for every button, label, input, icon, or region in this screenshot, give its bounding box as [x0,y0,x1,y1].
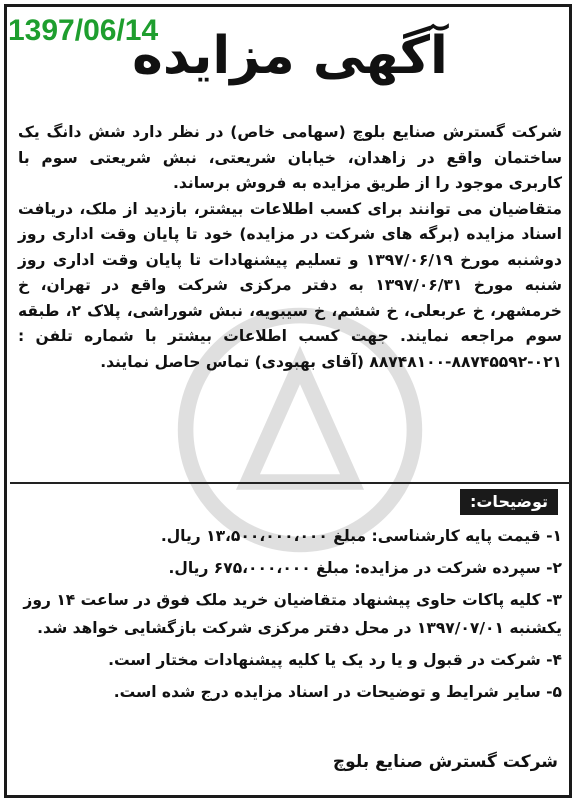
divider [10,482,570,484]
note-item: ۳- کلیه پاکات حاوی پیشنهاد متقاضیان خرید ملک فوق در ساعت ۱۴ روز یکشنبه ۱۳۹۷/۰۷/۰۱ در محل دفتر مرکزی شرکت بازگشایی خواهد شد. [23,591,562,637]
note-item: ۱- قیمت پایه کارشناسی: مبلغ ۱۳،۵۰۰،۰۰۰،۰۰۰ ریال. [160,527,562,545]
ad-title: آگهی مزایده [132,26,448,86]
date-stamp: 1397/06/14 [8,14,159,47]
notes-list [18,522,562,710]
paragraph-details: متقاضیان می توانند برای کسب اطلاعات بیشتر، بازدید از ملک، دریافت اسناد مزایده (برگه های شرکت در مزایده) خود تا پایان وقت اداری روز دوشنبه مورخ ۱۳۹۷/۰۶/۱۹ و تسلیم پیشنهادات تا پایان وقت اداری روز شنبه مورخ ۱۳۹۷/۰۶/۳۱ به دفتر مرکزی شرکت واقع در تهران، خ خرمشهر، خ عربعلی، خ ششم، خ سیبویه، نبش شوراشی، پلاک ۲، طبقه سوم مراجعه نمایند. جهت کسب اطلاعات بیشتر با شماره تلفن : ۰۲۱-۸۸۷۴۵۵۹۲-۸۸۷۴۸۱۰۰ (آقای بهبودی) تماس حاصل نمایند. [18,199,563,371]
paragraph-intro: شرکت گسترش صنایع بلوچ (سهامی خاص) در نظر دارد شش دانگ یک ساختمان واقع در زاهدان، خیابان شریعتی، نبش شریعتی سوم با کاربری موجود را از طریق مزایده به فروش برساند. [18,123,562,192]
ad-body [18,120,562,375]
note-item: ۴- شرکت در قبول و یا رد یک یا کلیه پیشنهادات مختار است. [108,651,562,669]
note-item: ۵- سایر شرایط و توضیحات در اسناد مزایده درج شده است. [113,683,562,701]
company-signature: شرکت گسترش صنایع بلوچ [332,752,558,772]
notes-heading: توضیحات: [460,489,558,515]
note-item: ۲- سپرده شرکت در مزایده: مبلغ ۶۷۵،۰۰۰،۰۰۰ ریال. [168,559,562,577]
